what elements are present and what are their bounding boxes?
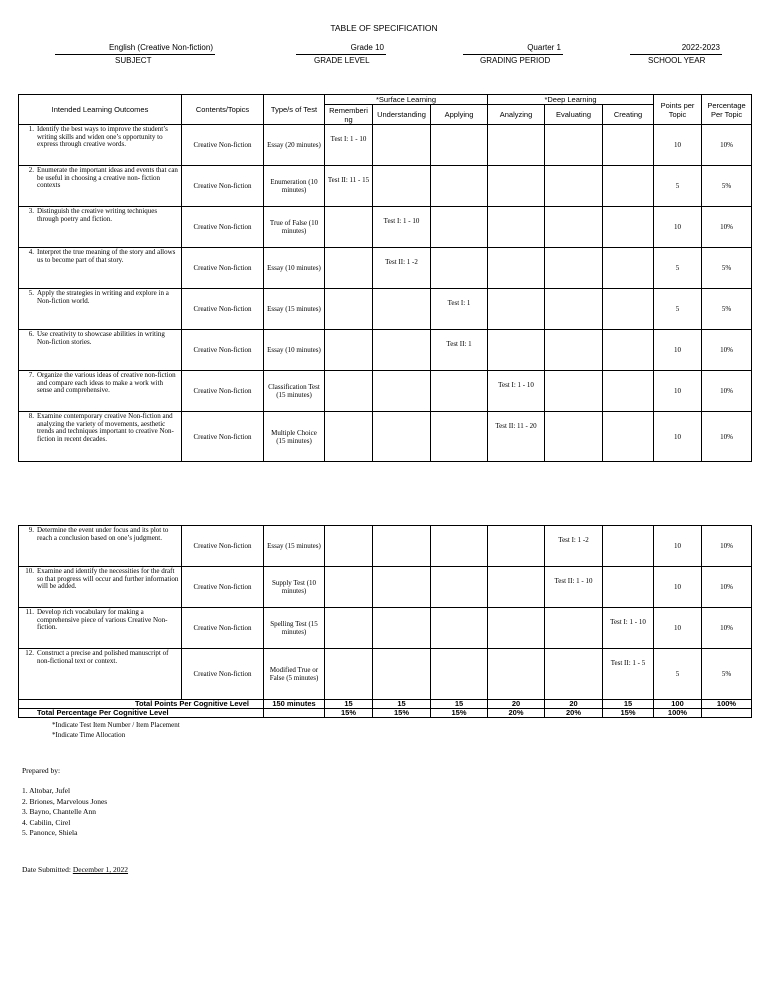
item-cell-analyzing (488, 166, 545, 207)
table-notes (52, 720, 180, 740)
item-cell-remembering (325, 289, 373, 330)
percentage-cell: 10% (702, 608, 752, 649)
points-cell: 5 (654, 649, 702, 700)
test-type-cell: Essay (20 minutes) (264, 125, 325, 166)
preparer-name: 1. Altobar, Jufel (22, 786, 71, 795)
item-cell-applying (431, 166, 488, 207)
outcome-cell (19, 207, 182, 248)
total-pct-remembering: 15% (325, 709, 373, 718)
preparer-list (22, 786, 107, 839)
item-cell-understanding (373, 371, 431, 412)
outcome-number: 12. (25, 649, 34, 657)
outcome-number: 6. (28, 330, 34, 338)
test-type-cell: Enumeration (10 minutes) (264, 166, 325, 207)
item-cell-remembering: Test I: 1 - 10 (325, 125, 373, 166)
outcome-text: Apply the strategies in writing and explore in a Non-fiction world. (37, 289, 169, 305)
table-row (19, 166, 752, 207)
percentage-cell: 10% (702, 371, 752, 412)
table-row (19, 608, 752, 649)
table-row (19, 649, 752, 700)
item-cell-remembering (325, 608, 373, 649)
header-creating: Creating (603, 105, 654, 125)
item-cell-creating (603, 125, 654, 166)
totals-points-row (19, 700, 752, 709)
points-cell: 10 (654, 125, 702, 166)
item-cell-understanding: Test II: 1 -2 (373, 248, 431, 289)
total-points-sum: 100 (654, 700, 702, 709)
item-cell-analyzing (488, 207, 545, 248)
outcome-cell (19, 649, 182, 700)
item-cell-remembering (325, 649, 373, 700)
item-cell-evaluating (545, 166, 603, 207)
header-types: Type/s of Test (264, 95, 325, 125)
item-cell-understanding (373, 567, 431, 608)
content-cell: Creative Non-fiction (182, 166, 264, 207)
item-cell-creating (603, 248, 654, 289)
header-percentage: Percentage Per Topic (702, 95, 752, 125)
test-type-cell: Essay (10 minutes) (264, 248, 325, 289)
total-pct-applying: 15% (431, 709, 488, 718)
header-remembering: Rememberi ng (325, 105, 373, 125)
item-cell-applying (431, 649, 488, 700)
outcome-text: Enumerate the important ideas and events that can be useful in choosing a creative non- fiction contexts (37, 166, 178, 190)
item-cell-creating (603, 567, 654, 608)
total-points-evaluating: 20 (545, 700, 603, 709)
grade-level-value: Grade 10 (296, 43, 386, 55)
content-cell: Creative Non-fiction (182, 207, 264, 248)
table-row (19, 371, 752, 412)
item-cell-analyzing: Test I: 1 - 10 (488, 371, 545, 412)
header-understanding: Understanding (373, 105, 431, 125)
item-cell-analyzing (488, 526, 545, 567)
total-points-creating: 15 (603, 700, 654, 709)
outcome-text: Examine contemporary creative Non-fiction and analyzing the variety of movements, aesthetic trends and techniques important to creative Non-fiction in recent decades. (37, 412, 174, 443)
table-row (19, 207, 752, 248)
header-analyzing: Analyzing (488, 105, 545, 125)
percentage-cell: 5% (702, 649, 752, 700)
subject-label: SUBJECT (115, 56, 152, 65)
item-cell-analyzing (488, 125, 545, 166)
header-points: Points per Topic (654, 95, 702, 125)
item-cell-evaluating (545, 608, 603, 649)
header-contents: Contents/Topics (182, 95, 264, 125)
total-points-applying: 15 (431, 700, 488, 709)
item-cell-understanding (373, 289, 431, 330)
total-percentage-label: Total Percentage Per Cognitive Level (19, 709, 264, 718)
test-type-cell: True of False (10 minutes) (264, 207, 325, 248)
item-cell-analyzing (488, 608, 545, 649)
specification-table-part-2 (18, 525, 752, 718)
item-cell-understanding (373, 526, 431, 567)
outcome-cell (19, 412, 182, 462)
points-cell: 10 (654, 330, 702, 371)
header-applying: Applying (431, 105, 488, 125)
item-cell-evaluating (545, 371, 603, 412)
total-points-analyzing: 20 (488, 700, 545, 709)
percentage-cell: 10% (702, 412, 752, 462)
table-row (19, 567, 752, 608)
outcome-cell (19, 289, 182, 330)
outcome-cell (19, 567, 182, 608)
item-cell-applying (431, 125, 488, 166)
preparer-name: 2. Briones, Marvelous Jones (22, 796, 108, 806)
outcome-cell (19, 125, 182, 166)
outcome-text: Develop rich vocabulary for making a comprehensive piece of various Creative Non-fiction. (37, 608, 168, 632)
outcome-number: 4. (28, 248, 34, 256)
header-deep-learning: *Deep Learning (488, 95, 654, 105)
date-submitted-label: Date Submitted: (22, 865, 71, 874)
item-cell-creating (603, 289, 654, 330)
outcome-number: 9. (28, 526, 34, 534)
item-cell-applying: Test I: 1 (431, 289, 488, 330)
totals-section (19, 700, 752, 718)
totals-percentage-row (19, 709, 752, 718)
preparer-name: 4. Cabilin, Cirel (22, 817, 71, 827)
outcome-number: 1. (28, 125, 34, 133)
date-submitted (22, 865, 128, 875)
outcome-cell (19, 330, 182, 371)
percentage-cell: 5% (702, 248, 752, 289)
item-cell-remembering (325, 207, 373, 248)
grade-level-label: GRADE LEVEL (314, 56, 370, 65)
outcome-number: 5. (28, 289, 34, 297)
test-type-cell: Essay (15 minutes) (264, 289, 325, 330)
prepared-by-label: Prepared by: (22, 766, 61, 775)
points-cell: 10 (654, 567, 702, 608)
points-cell: 5 (654, 166, 702, 207)
table-body-part-1 (19, 125, 752, 462)
total-pct-creating: 15% (603, 709, 654, 718)
item-cell-applying (431, 567, 488, 608)
item-cell-understanding (373, 125, 431, 166)
outcome-cell (19, 248, 182, 289)
total-points-remembering: 15 (325, 700, 373, 709)
note-item-placement: *Indicate Test Item Number / Item Placement (52, 721, 180, 729)
header-surface-learning: *Surface Learning (325, 95, 488, 105)
table-row (19, 289, 752, 330)
test-type-cell: Supply Test (10 minutes) (264, 567, 325, 608)
total-points-label: Total Points Per Cognitive Level (19, 700, 264, 709)
date-submitted-value: December 1, 2022 (72, 865, 129, 874)
item-cell-evaluating (545, 248, 603, 289)
outcome-number: 3. (28, 207, 34, 215)
school-year-block (630, 43, 722, 66)
item-cell-creating: Test II: 1 - 5 (603, 649, 654, 700)
item-cell-applying (431, 207, 488, 248)
points-cell: 10 (654, 526, 702, 567)
item-cell-remembering: Test II: 11 - 15 (325, 166, 373, 207)
subject-block (55, 43, 215, 66)
item-cell-remembering (325, 330, 373, 371)
item-cell-analyzing (488, 330, 545, 371)
total-pct-understanding: 15% (373, 709, 431, 718)
table-row (19, 248, 752, 289)
item-cell-analyzing: Test II: 11 - 20 (488, 412, 545, 462)
total-percentage-sum: 100% (702, 700, 752, 709)
grade-level-block (296, 43, 386, 66)
table-row (19, 526, 752, 567)
points-cell: 10 (654, 412, 702, 462)
percentage-cell: 10% (702, 125, 752, 166)
school-year-label: SCHOOL YEAR (648, 56, 706, 65)
test-type-cell: Multiple Choice (15 minutes) (264, 412, 325, 462)
total-pct-empty (702, 709, 752, 718)
table-body-part-2 (19, 526, 752, 700)
table-row (19, 330, 752, 371)
item-cell-evaluating: Test II: 1 - 10 (545, 567, 603, 608)
outcome-number: 8. (28, 412, 34, 420)
grading-period-label: GRADING PERIOD (480, 56, 551, 65)
item-cell-remembering (325, 567, 373, 608)
outcome-text: Organize the various ideas of creative non-fiction and compare each ideas to make a work with sense and comprehensive. (37, 371, 176, 395)
content-cell: Creative Non-fiction (182, 330, 264, 371)
total-time: 150 minutes (264, 700, 325, 709)
points-cell: 10 (654, 207, 702, 248)
total-pct-analyzing: 20% (488, 709, 545, 718)
item-cell-creating: Test I: 1 - 10 (603, 608, 654, 649)
percentage-cell: 10% (702, 207, 752, 248)
outcome-cell (19, 166, 182, 207)
total-pct-sum: 100% (654, 709, 702, 718)
outcome-text: Construct a precise and polished manuscript of non-fictional text or context. (37, 649, 169, 665)
item-cell-understanding: Test I: 1 - 10 (373, 207, 431, 248)
table-row (19, 412, 752, 462)
item-cell-analyzing (488, 567, 545, 608)
percentage-cell: 10% (702, 330, 752, 371)
content-cell: Creative Non-fiction (182, 608, 264, 649)
percentage-cell: 5% (702, 289, 752, 330)
item-cell-evaluating (545, 649, 603, 700)
content-cell: Creative Non-fiction (182, 567, 264, 608)
subject-value: English (Creative Non-fiction) (55, 43, 215, 55)
item-cell-creating (603, 371, 654, 412)
item-cell-remembering (325, 371, 373, 412)
item-cell-understanding (373, 412, 431, 462)
item-cell-evaluating (545, 330, 603, 371)
content-cell: Creative Non-fiction (182, 371, 264, 412)
outcome-text: Use creativity to showcase abilities in writing Non-fiction stories. (37, 330, 165, 346)
total-pct-evaluating: 20% (545, 709, 603, 718)
percentage-cell: 10% (702, 526, 752, 567)
test-type-cell: Essay (10 minutes) (264, 330, 325, 371)
item-cell-understanding (373, 166, 431, 207)
item-cell-creating (603, 526, 654, 567)
outcome-cell (19, 608, 182, 649)
test-type-cell: Essay (15 minutes) (264, 526, 325, 567)
item-cell-evaluating (545, 207, 603, 248)
item-cell-remembering (325, 412, 373, 462)
outcome-cell (19, 371, 182, 412)
percentage-cell: 10% (702, 567, 752, 608)
item-cell-evaluating (545, 125, 603, 166)
content-cell: Creative Non-fiction (182, 289, 264, 330)
points-cell: 5 (654, 289, 702, 330)
total-percentage-empty (264, 709, 325, 718)
item-cell-applying (431, 608, 488, 649)
item-cell-understanding (373, 330, 431, 371)
preparer-name: 5. Panonce, Shiela (22, 828, 78, 837)
grading-period-value: Quarter 1 (463, 43, 563, 55)
outcome-text: Determine the event under focus and its plot to reach a conclusion based on one’s judgment. (37, 526, 169, 542)
outcome-text: Identify the best ways to improve the student’s writing skills and widen one’s opportunity to express through creative words. (37, 125, 168, 149)
header-evaluating: Evaluating (545, 105, 603, 125)
outcome-text: Distinguish the creative writing techniques through poetry and fiction. (37, 207, 158, 223)
content-cell: Creative Non-fiction (182, 125, 264, 166)
item-cell-analyzing (488, 289, 545, 330)
item-cell-applying (431, 526, 488, 567)
item-cell-evaluating (545, 412, 603, 462)
outcome-number: 10. (25, 567, 34, 575)
outcome-text: Interpret the true meaning of the story and allows us to become part of that story. (37, 248, 176, 264)
item-cell-creating (603, 330, 654, 371)
table-row (19, 125, 752, 166)
header-outcomes: Intended Learning Outcomes (19, 95, 182, 125)
note-time-allocation: *Indicate Time Allocation (52, 731, 126, 739)
percentage-cell: 5% (702, 166, 752, 207)
outcome-number: 7. (28, 371, 34, 379)
item-cell-remembering (325, 248, 373, 289)
item-cell-analyzing (488, 649, 545, 700)
item-cell-understanding (373, 649, 431, 700)
test-type-cell: Modified True or False (5 minutes) (264, 649, 325, 700)
outcome-cell (19, 526, 182, 567)
outcome-text: Examine and identify the necessities for the draft so that progress will occur and further information will be added. (37, 567, 179, 591)
document-title: TABLE OF SPECIFICATION (330, 23, 438, 33)
grading-period-block (463, 43, 563, 66)
item-cell-remembering (325, 526, 373, 567)
item-cell-evaluating (545, 289, 603, 330)
item-cell-applying: Test II: 1 (431, 330, 488, 371)
outcome-number: 11. (25, 608, 34, 616)
test-type-cell: Classification Test (15 minutes) (264, 371, 325, 412)
outcome-number: 2. (28, 166, 34, 174)
item-cell-applying (431, 412, 488, 462)
total-points-understanding: 15 (373, 700, 431, 709)
points-cell: 10 (654, 371, 702, 412)
item-cell-applying (431, 371, 488, 412)
points-cell: 10 (654, 608, 702, 649)
item-cell-creating (603, 166, 654, 207)
content-cell: Creative Non-fiction (182, 526, 264, 567)
preparer-name: 3. Bayno, Chantelle Ann (22, 807, 96, 816)
item-cell-analyzing (488, 248, 545, 289)
content-cell: Creative Non-fiction (182, 248, 264, 289)
test-type-cell: Spelling Test (15 minutes) (264, 608, 325, 649)
specification-table-part-1 (18, 94, 752, 462)
item-cell-evaluating: Test I: 1 -2 (545, 526, 603, 567)
item-cell-applying (431, 248, 488, 289)
content-cell: Creative Non-fiction (182, 412, 264, 462)
school-year-value: 2022-2023 (630, 43, 722, 55)
item-cell-understanding (373, 608, 431, 649)
item-cell-creating (603, 207, 654, 248)
content-cell: Creative Non-fiction (182, 649, 264, 700)
points-cell: 5 (654, 248, 702, 289)
item-cell-creating (603, 412, 654, 462)
